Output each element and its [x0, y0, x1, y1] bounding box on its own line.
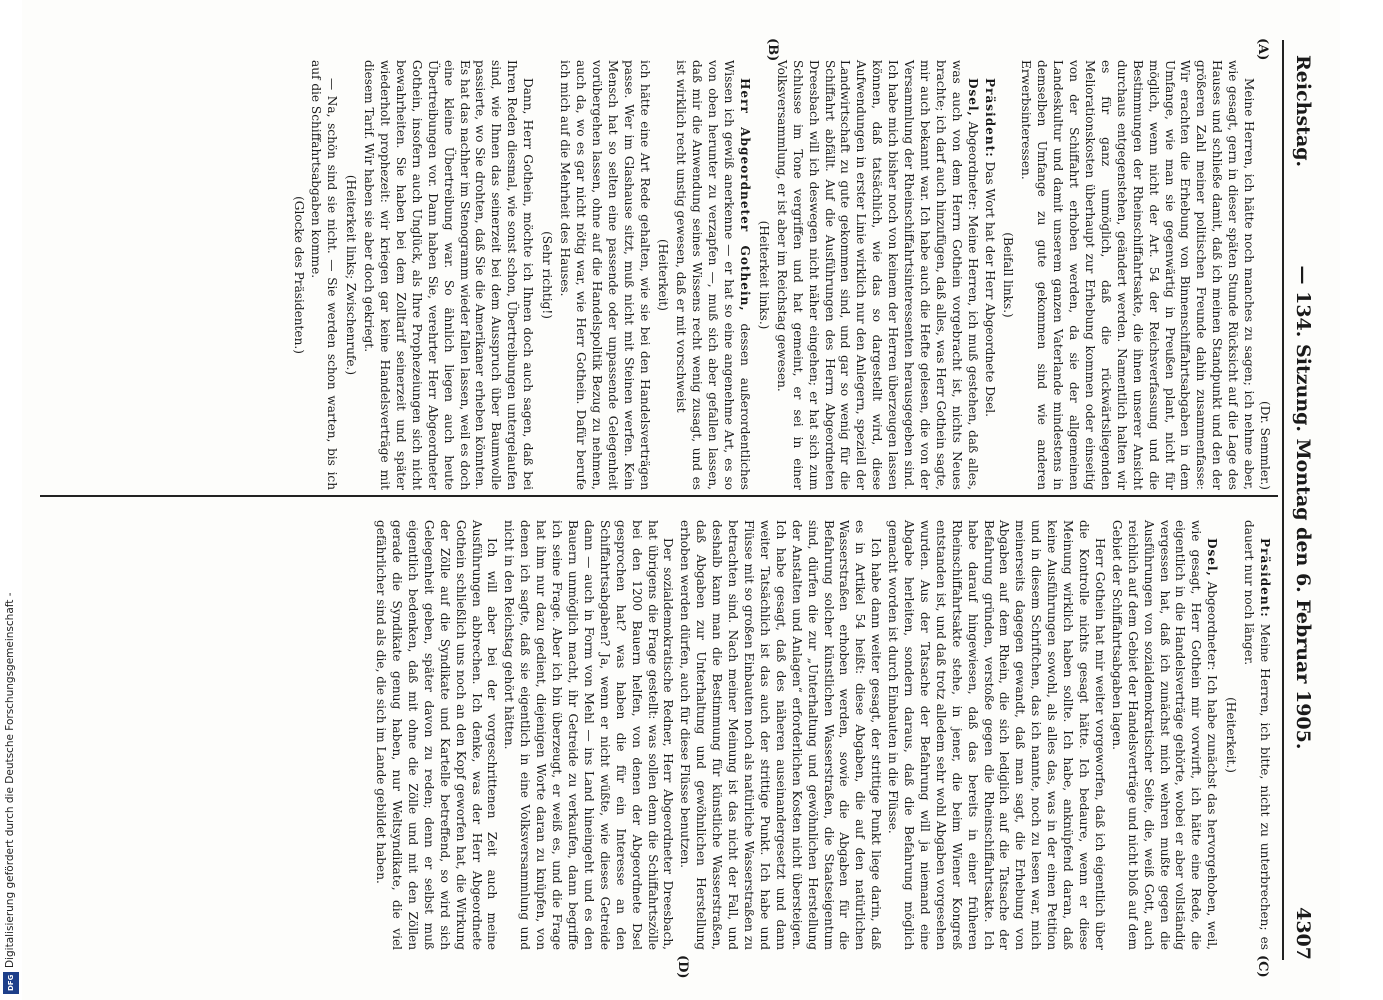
paragraph	[672, 60, 752, 490]
paragraph	[1108, 520, 1219, 950]
paragraph: Meine Herren, ich hätte noch manches zu sagen; ich nehme aber, wie gesagt, gern in dieser späten Stunde Rücksicht auf die Lage des Hauses und schließe damit, daß ich meinen Standpunkt und den der größeren Zahl meiner politischen Freunde dahin zusammenfasse: Wir erachten die Erhebung von Binnenschiffahrtsabgaben in dem Umfange, wie man sie gegenwärtig in Preußen plant, nicht für möglich, wenn nicht der Art. 54 der Reichsverfassung und die Bestimmungen der Rheinschiffahrtsakte, die ihnen unserer Ansicht durchaus entgegenstehen, geändert werden. Namentlich halten wir es für ganz unmöglich, daß die rückwärtsliegenden Meliorationskosten überhaupt zur Erhebung kommen oder einseitig von der Schiffahrt erhoben werden, da sie der allgemeinen Landeskultur und damit unserem ganzen Vaterlande mindestens in demselben Umfange zu gute gekommen sind wie anderen Erwerbsinteressen.	[1019, 60, 1257, 490]
paragraph	[1240, 520, 1272, 950]
speech-text: Meine Herren, ich bitte, nicht zu unterbrechen; es dauert nur noch länger.	[1242, 520, 1272, 950]
page-number: 4307	[1292, 907, 1314, 960]
header-center: — 134. Sitzung. Montag den 6. Februar 1905.	[1292, 265, 1314, 750]
stage-direction: (Beifall links.)	[1001, 232, 1016, 318]
column-divider	[40, 495, 1278, 497]
stage-direction: (Glocke des Präsidenten.)	[291, 196, 306, 354]
speaker-name: Präsident:	[1258, 538, 1272, 618]
paragraph	[981, 60, 997, 490]
right-column	[371, 520, 1272, 950]
stage-direction: (Heiterkeit)	[656, 238, 671, 312]
paragraph: ich hätte eine Art Rede gehalten, wie sie bei den Handelsverträgen passe. Wer im Glashause sitzt, muß nicht mit Steinen werfen. Kein Mensch hat so selten eine passende oder unpassende Gelegenheit vorübergehen lassen, ohne auf die Handelspolitik Bezug zu nehmen, auch da, wo es gar nicht nötig war, wie Herr Gothein. Dafür berufe ich mich auf die Mehrheit des Hauses.	[558, 60, 652, 490]
left-column	[287, 60, 1272, 490]
speech-text: Abgeordneter: Ich habe zunächst das hervorgehoben, weil, wie gesagt, Herr Gothein mir vorwirft, ich hätte eine Rede, die eigentlich in die Handelsverträge gehörte, wobei er aber vollständig vergessen hat, daß ich zunächst mich wehren mußte gegen die Ausführungen von sozialdemokratischer Seite, die, weiß Gott, auch reichlich auf dem Gebiet der Handelsverträge und nicht bloß auf dem Gebiet der Schiffahrtsabgaben lagen.	[1109, 520, 1220, 950]
margin-mark-a: (A)	[1255, 38, 1270, 61]
running-header	[1288, 55, 1318, 960]
speaker-continuation: (Dr. Semmler.)	[1258, 401, 1272, 490]
paragraph: Ich will aber bei der vorgeschrittenen Zeit auch meine Ausführungen abbrechen. Ich denke, was der Herr Abgeordnete Gothein schließlich uns noch an den Kopf geworfen hat, die Wirkung der Zölle auf die Syndikate und Kartelle betreffend, so wird sich Gelegenheit geben, später davon zu reden; denn er selbst muß eigentlich bedenken, daß mit ohne die Zölle und mit den Zöllen gerade die Syndikate genug haben, nur Weltsyndikate, die viel gefährlicher sind als die, die sich im Lande gebildet haben.	[374, 520, 500, 950]
speech-text: Das Wort hat der Herr Abgeordnete Dsel.	[982, 157, 997, 417]
dfg-logo: DFG	[3, 972, 19, 994]
footer-credit: Digitalisierung gefördert durch die Deutsche Forschungsgemeinschaft -	[4, 592, 16, 968]
paragraph: Dann, Herr Gothein, möchte ich Ihnen doch auch sagen, daß bei Ihren Reden diesmal, wie sonst schon, Übertreibungen untergelaufen sind, wie Ihnen das seinerzeit bei dem Ausspruch über Baumwolle passierte, wo Sie drohten, daß Sie die Amerikaner erheben könnten. Es hat das nachher im Stenogramm wieder fallen lassen, weil es doch eine kleine Übertreibung war. So ähnlich liegen auch heute Übertreibungen vor. Dann haben Sie, verehrter Herr Abgeordneter Gothein, insofern auch Unglück, als Ihre Prophezeiungen sich nicht bewahrheiten. Sie haben bei dem Zolltarif seinerzeit und später wiederholt prophezeit: wir kriegen gar keine Handelsverträge mit diesem Tarif. Wir haben sie aber doch gekriegt.	[362, 60, 536, 490]
speaker-name: Präsident:	[982, 78, 997, 158]
footer-strip	[0, 0, 22, 1000]
stage-direction: (Heiterkeit.)	[1224, 697, 1239, 773]
stage-direction: (Heiterkeit links.)	[756, 220, 771, 330]
margin-mark-d: (D)	[675, 955, 690, 979]
speaker-name: Herr Abgeordneter Gothein,	[738, 78, 752, 312]
paragraph: — Na, schön sind sie nicht. — Sie werden schon warten, bis ich auf die Schiffahrtsabgaben komme.	[309, 60, 340, 490]
margin-mark-b: (B)	[765, 38, 780, 62]
speaker-name: Dsel,	[965, 78, 980, 117]
speaker-name: Dsel,	[1205, 538, 1220, 577]
stage-direction: (Sehr richtig!)	[540, 231, 555, 319]
paragraph	[773, 60, 980, 490]
speech-text: Abgeordneter: Meine Herren, ich muß gestehen, daß alles, was auch von dem Herrn Gothein vorgebracht ist, nichts Neues brachte; ich darf auch hinzufügen, daß alles, was Herr Gothein sagte, mir auch bekannt war. Ich habe auch die Hefte gelesen, die von der Versammlung der Rheinschiffahrtsinteressenten herausgegeben sind. Ich habe mich bisher noch von keinem der Herren überzeugen lassen können, daß tatsächlich, wie das so dargestellt wird, diese Aufwendungen in erster Linie wirklich nur den Anlegern, speziell der Landwirtschaft zu gute gekommen sind, und gar so wenig für die Schiffahrt abfällt. Auf die Ausführungen des Herrn Abgeordneten Dreesbach will ich deswegen nicht näher eingehen; er hat sich zum Schlusse im Tone vergriffen und hat gemeint, er sei in einer Volksversammlung, er ist aber im Reichstag gewesen.	[774, 60, 980, 490]
stage-direction: (Heiterkeit links; Zwischenrufe.)	[344, 174, 359, 376]
paragraph: Herr Gothein hat mir weiter vorgeworfen, daß ich eigentlich über die Kontrolle nichts gesagt hätte. Ich bedaure, wenn er diese Meinung wirklich haben sollte. Ich habe, anknüpfend daran, daß keine Ausführungen sowohl, als alles das, was in der einen Petition und in diesem Schriftchen, das ich nannte, noch zu lesen war, mich meinerseits dagegen gewandt, daß man sagt, die Erhebung von Abgaben auf dem Rhein, die sich lediglich auf die Tatsache der Befahrung gründen, verstoße gegen die Rheinschiffahrtsakte. Ich habe darauf hingewiesen, daß das bereits in einer früheren Rheinschiffahrtsakte stehe, in jener, die beim Wiener Kongreß entstanden ist, und daß trotz alledem sehr wohl Abgaben vorgesehen wurden. Aus der Tatsache der Befahrung will ja niemand eine Abgabe herleiten, sondern daraus, daß die Befahrung möglich gemacht worden ist durch Einbauten in die Flüsse.	[886, 520, 1107, 950]
paragraph: Ich habe dann weiter gesagt, der strittige Punkt liege darin, daß es in Artikel 54 heißt: diese Abgaben, die auf den natürlichen Wasserstraßen erhoben werden, sowie die Abgaben für die Befahrung solcher künstlichen Wasserstraßen, die Staatseigentum sind, dürfen die zur „Unterhaltung und gewöhnlichen Herstellung der Anstalten und Anlagen“ erforderlichen Kosten nicht übersteigen. Ich habe gesagt, daß des näheren auseinandergesetzt und dann weiter Tatsächlich ist das auch der strittige Punkt. Ich habe und Flüsse mit so großen Einbauten noch als natürliche Wasserstraßen zu betrachten sind. Nach meiner Meinung ist das nicht der Fall, und deshalb kann man die Bestimmung für künstliche Wasserstraßen, daß Abgaben zur Unterhaltung und gewöhnlichen Herstellung erhoben werden dürfen, auch für diese Flüsse benutzen.	[678, 520, 884, 950]
margin-mark-c: (C)	[1255, 955, 1270, 978]
header-rule	[1282, 40, 1284, 960]
speech-text: dessen außerordentliches Wissen ich gewiß anerkenne — er hat so eine angenehme Art, es so von oben herunter zu verzapfen —, muß sich aber gefallen lassen, daß mir die Anwendung seines Wissens recht wenig zusagt, und es ist wirklich recht unstig gewesen, daß er mit vorschweist	[674, 60, 752, 491]
paragraph: Der sozialdemokratische Redner, Herr Abgeordneter Dreesbach, hat übrigens die Frage gestellt: was sollen denn die Schiffahrtszölle bei den 1200 Bauern helfen, von denen der Abgeordnete Dsel gesprochen hat? was haben die für ein Interesse an den Schiffahrtsabgaben? Ja, wenn er nicht wüßte, wie dieses Getreide dann — auch in Form von Mehl — ins Land hineingeht und es den Bauern unmöglich macht, ihr Getreide zu verkaufen, dann begriffe ich seine Frage. Aber ich bin überzeugt, er weiß es, und die Frage hat ihm nur dazu gedient, diejenigen Worte daran zu knüpfen, von denen ich sagte, daß sie eigentlich in eine Volksversammlung und nicht in den Reichstag gehört hätten.	[502, 520, 676, 950]
header-left: Reichstag.	[1292, 55, 1314, 168]
